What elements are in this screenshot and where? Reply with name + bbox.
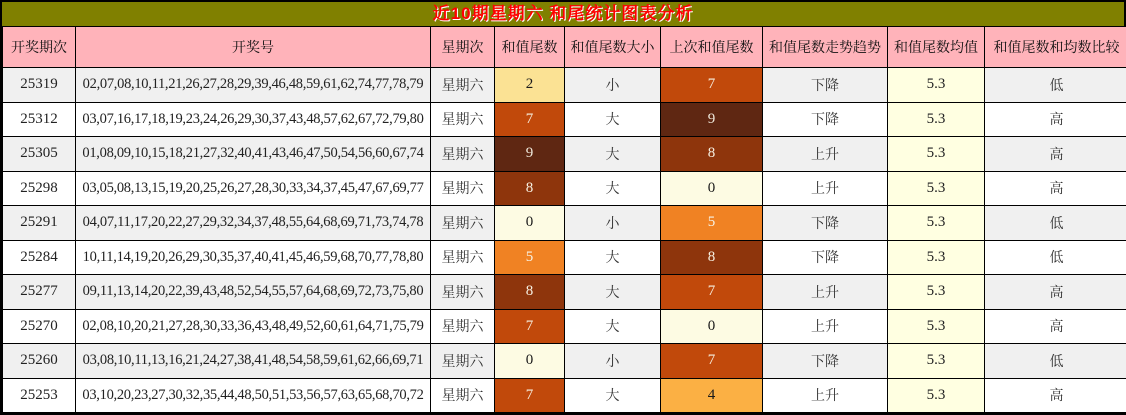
table-row	[3, 206, 1126, 241]
compare-cell: 高	[985, 275, 1126, 310]
column-header-compare: 和值尾数和均数比较	[985, 27, 1126, 68]
tail-size-cell: 大	[565, 171, 661, 206]
table-row	[3, 68, 1126, 103]
prev-tail-cell: 9	[661, 102, 763, 137]
table-header	[3, 27, 1126, 68]
numbers-cell: 03,10,20,23,27,30,32,35,44,48,50,51,53,56,57,63,65,68,70,72	[76, 378, 431, 413]
column-header-period: 开奖期次	[3, 27, 76, 68]
mean-cell: 5.3	[888, 206, 985, 241]
column-header-mean: 和值尾数均值	[888, 27, 985, 68]
table-row	[3, 309, 1126, 344]
column-header-tail: 和值尾数	[495, 27, 565, 68]
tail-value-cell: 7	[495, 378, 565, 413]
mean-cell: 5.3	[888, 68, 985, 103]
compare-cell: 低	[985, 344, 1126, 379]
numbers-cell: 01,08,09,10,15,18,21,27,32,40,41,43,46,47,50,54,56,60,67,74	[76, 137, 431, 172]
column-header-size: 和值尾数大小	[565, 27, 661, 68]
mean-cell: 5.3	[888, 309, 985, 344]
weekday-cell: 星期六	[431, 68, 495, 103]
tail-size-cell: 小	[565, 206, 661, 241]
weekday-cell: 星期六	[431, 206, 495, 241]
mean-cell: 5.3	[888, 378, 985, 413]
compare-cell: 低	[985, 206, 1126, 241]
mean-cell: 5.3	[888, 344, 985, 379]
trend-cell: 下降	[763, 344, 888, 379]
weekday-cell: 星期六	[431, 171, 495, 206]
compare-cell: 高	[985, 378, 1126, 413]
prev-tail-cell: 7	[661, 344, 763, 379]
tail-value-cell: 8	[495, 171, 565, 206]
tail-value-cell: 8	[495, 275, 565, 310]
compare-cell: 高	[985, 171, 1126, 206]
table-row	[3, 171, 1126, 206]
trend-cell: 下降	[763, 68, 888, 103]
weekday-cell: 星期六	[431, 344, 495, 379]
trend-cell: 上升	[763, 171, 888, 206]
period-cell: 25305	[3, 137, 76, 172]
period-cell: 25291	[3, 206, 76, 241]
compare-cell: 低	[985, 240, 1126, 275]
table-row	[3, 240, 1126, 275]
column-header-trend: 和值尾数走势趋势	[763, 27, 888, 68]
numbers-cell: 02,08,10,20,21,27,28,30,33,36,43,48,49,52,60,61,64,71,75,79	[76, 309, 431, 344]
trend-cell: 上升	[763, 309, 888, 344]
prev-tail-cell: 8	[661, 240, 763, 275]
compare-cell: 低	[985, 68, 1126, 103]
prev-tail-cell: 7	[661, 68, 763, 103]
tail-size-cell: 大	[565, 137, 661, 172]
prev-tail-cell: 0	[661, 171, 763, 206]
trend-cell: 下降	[763, 240, 888, 275]
period-cell: 25277	[3, 275, 76, 310]
weekday-cell: 星期六	[431, 275, 495, 310]
compare-cell: 高	[985, 102, 1126, 137]
numbers-cell: 10,11,14,19,20,26,29,30,35,37,40,41,45,46,59,68,70,77,78,80	[76, 240, 431, 275]
numbers-cell: 03,08,10,11,13,16,21,24,27,38,41,48,54,58,59,61,62,66,69,71	[76, 344, 431, 379]
column-header-prev-tail: 上次和值尾数	[661, 27, 763, 68]
table-body	[3, 68, 1126, 413]
numbers-cell: 09,11,13,14,20,22,39,43,48,52,54,55,57,64,68,69,72,73,75,80	[76, 275, 431, 310]
tail-size-cell: 大	[565, 378, 661, 413]
table-row	[3, 137, 1126, 172]
tail-size-cell: 大	[565, 102, 661, 137]
column-header-numbers: 开奖号	[76, 27, 431, 68]
prev-tail-cell: 5	[661, 206, 763, 241]
numbers-cell: 03,05,08,13,15,19,20,25,26,27,28,30,33,34,37,45,47,67,69,77	[76, 171, 431, 206]
mean-cell: 5.3	[888, 102, 985, 137]
period-cell: 25253	[3, 378, 76, 413]
column-header-weekday: 星期次	[431, 27, 495, 68]
tail-size-cell: 小	[565, 344, 661, 379]
trend-cell: 上升	[763, 378, 888, 413]
table-row	[3, 275, 1126, 310]
prev-tail-cell: 8	[661, 137, 763, 172]
tail-value-cell: 0	[495, 344, 565, 379]
trend-cell: 上升	[763, 275, 888, 310]
period-cell: 25298	[3, 171, 76, 206]
weekday-cell: 星期六	[431, 309, 495, 344]
weekday-cell: 星期六	[431, 240, 495, 275]
trend-cell: 下降	[763, 102, 888, 137]
tail-value-cell: 2	[495, 68, 565, 103]
stats-table	[2, 26, 1126, 413]
trend-cell: 上升	[763, 137, 888, 172]
numbers-cell: 04,07,11,17,20,22,27,29,32,34,37,48,55,64,68,69,71,73,74,78	[76, 206, 431, 241]
tail-size-cell: 大	[565, 275, 661, 310]
prev-tail-cell: 0	[661, 309, 763, 344]
compare-cell: 高	[985, 137, 1126, 172]
tail-size-cell: 小	[565, 68, 661, 103]
tail-size-cell: 大	[565, 309, 661, 344]
table-row	[3, 378, 1126, 413]
mean-cell: 5.3	[888, 275, 985, 310]
tail-value-cell: 0	[495, 206, 565, 241]
tail-value-cell: 5	[495, 240, 565, 275]
mean-cell: 5.3	[888, 137, 985, 172]
period-cell: 25319	[3, 68, 76, 103]
mean-cell: 5.3	[888, 240, 985, 275]
page-title: 近10期星期六 和尾统计图表分析	[2, 2, 1124, 26]
weekday-cell: 星期六	[431, 378, 495, 413]
mean-cell: 5.3	[888, 171, 985, 206]
period-cell: 25312	[3, 102, 76, 137]
weekday-cell: 星期六	[431, 137, 495, 172]
weekday-cell: 星期六	[431, 102, 495, 137]
tail-size-cell: 大	[565, 240, 661, 275]
period-cell: 25270	[3, 309, 76, 344]
tail-value-cell: 7	[495, 309, 565, 344]
period-cell: 25284	[3, 240, 76, 275]
period-cell: 25260	[3, 344, 76, 379]
trend-cell: 下降	[763, 206, 888, 241]
prev-tail-cell: 7	[661, 275, 763, 310]
tail-value-cell: 9	[495, 137, 565, 172]
prev-tail-cell: 4	[661, 378, 763, 413]
numbers-cell: 02,07,08,10,11,21,26,27,28,29,39,46,48,59,61,62,74,77,78,79	[76, 68, 431, 103]
tail-value-cell: 7	[495, 102, 565, 137]
table-row	[3, 102, 1126, 137]
table-row	[3, 344, 1126, 379]
compare-cell: 高	[985, 309, 1126, 344]
numbers-cell: 03,07,16,17,18,19,23,24,26,29,30,37,43,48,57,62,67,72,79,80	[76, 102, 431, 137]
header-row	[3, 27, 1126, 68]
